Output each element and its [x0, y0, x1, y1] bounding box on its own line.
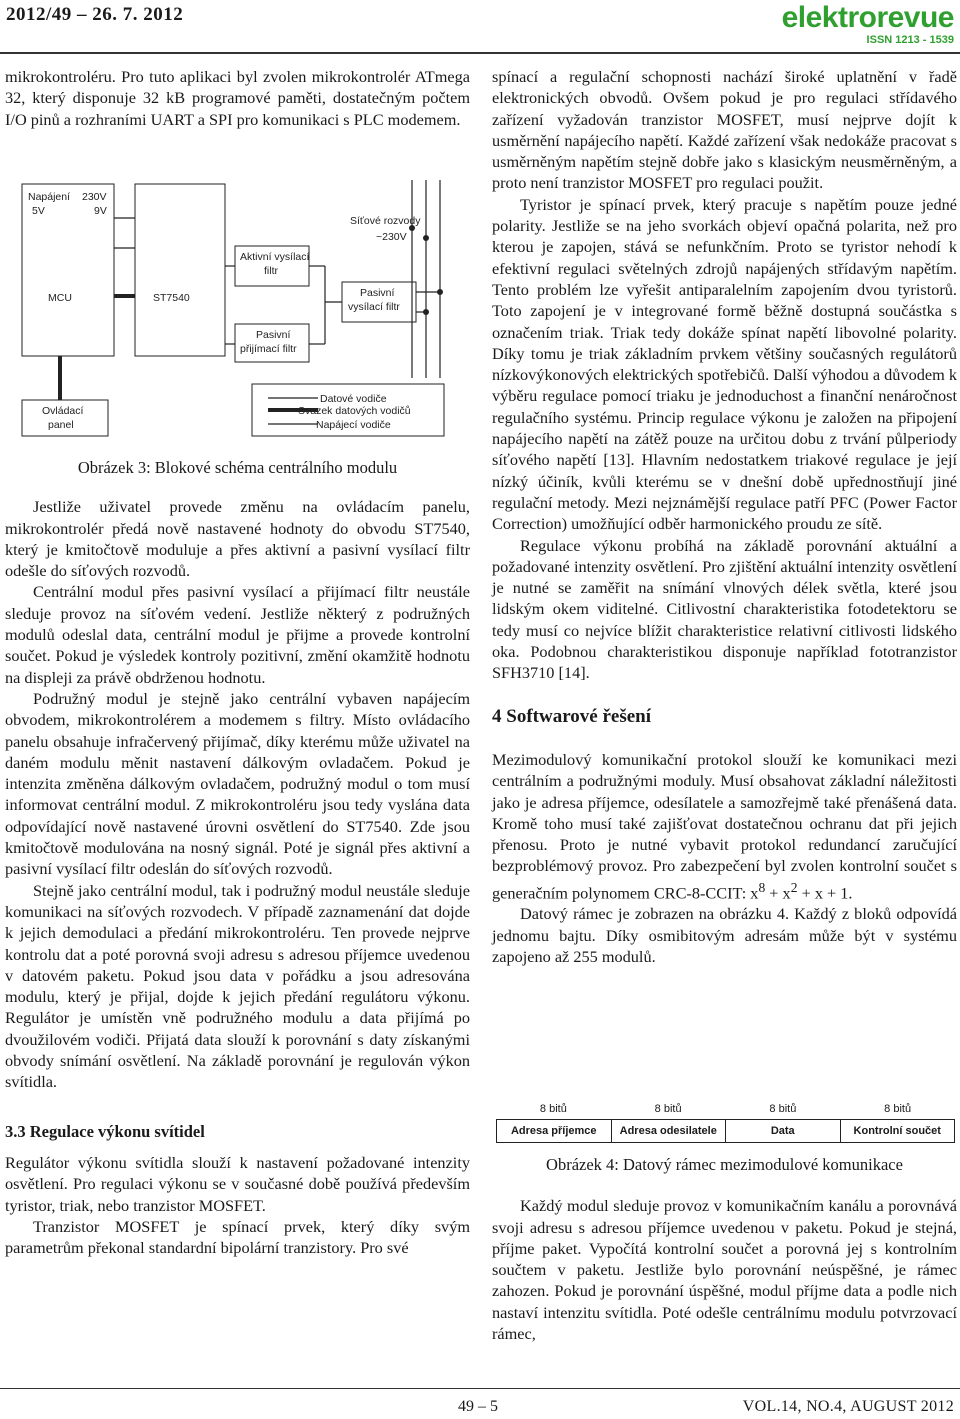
- passive-rx-filter-l2: přijímací filtr: [240, 343, 297, 355]
- passive-rx-filter-l1: Pasivní: [256, 329, 291, 341]
- intro-paragraph: mikrokontroléru. Pro tuto aplikaci byl zvolen mikrokontrolér ATmega 32, který disponuje 32 kB programové paměti, dostatečným počtem I/O pinů a rozhraními UART a SPI pro komunikaci s PLC modemem.: [5, 67, 470, 129]
- power-label-1: Napájení: [28, 191, 71, 203]
- page-number: 49 – 5: [458, 1398, 498, 1415]
- frame-cell-sender: Adresa odesilatele: [612, 1120, 727, 1142]
- footer-rule: [0, 1388, 960, 1389]
- power-label-2: 5V: [32, 205, 45, 217]
- paragraph: Podružný modul je stejně jako centrální vybaven napájecím obvodem, mikrokontrolérem a modemem s filtry. Místo ovládacího panelu obsahuje infračervený přijímač, díky kterému může uživatel na daném modulu měnit nastavení dálkovým ovladačem. Pokud je intenzita změněna dálkovým ovladačem, podružný modul o tom musí informovat centrální modul. Z mikrokontroléru jsou tedy vyslána data odpovídající nově nastavené úrovni osvětlení do ST7540. Zde jsou kmitočtově modulována na nosný signál. Poté je signál přes aktivní a pasivní vysílací filtr odeslán do síťových rozvodů.: [5, 688, 470, 879]
- exp-8: 8: [758, 879, 766, 895]
- header-rule: [0, 52, 960, 54]
- st7540-label: ST7540: [153, 292, 190, 304]
- right-body: [492, 66, 957, 967]
- power-230-label: 230V: [82, 191, 107, 203]
- active-tx-filter-l1: Aktivní vysílací: [240, 251, 310, 263]
- journal-logo: [782, 2, 954, 46]
- paragraph-crc: [492, 749, 957, 904]
- bits-label: 8 bitů: [769, 1103, 797, 1115]
- panel-l1: Ovládací: [42, 405, 84, 417]
- frame-cell-checksum: Kontrolní součet: [853, 1125, 941, 1137]
- paragraph: Tyristor je spínací prvek, který pracuje s napětím pouze jedné polarity. Jestliže se na jeho svorkách objeví opačná polarita, než pro kterou je zapojen, stává se nefunkčním. Proto se tyristor nehodí k efektivní regulaci světelných zdrojů napájených střídavým napětím. Tento problém lze vyřešit antiparalelním zapojením dvou tyristorů. Toto zapojení je v integrované formě běžně dostupná součástka s označením triak. Triak tedy dokáže spínat napětí libovolné polarity. Díky tomu je triak základním prvkem většiny současných regulátorů nízkovýkonových elektrických spotřebičů. Další výhodou a důvodem k výběru regulace pomocí triaku je jednoduchost a finanční nenáročnost regulačního systému. Princip regulace výkonu je založen na připojení napájecího napětí na zátěž pouze na určitou dobu z trvání půlperiody síťového napětí [13]. Hlavním nedostatkem triakové regulace je její nízký účiník, kvůli kterému se v dnešní době upřednostňují jiné regulační metody. Mezi nejznámější regulace patří PFC (Power Factor Correction) umožňující odběr harmonického proudu ze sítě.: [492, 194, 957, 534]
- crc-text: Mezimodulový komunikační protokol slouží ke komunikaci mezi centrálním a podružnými moduly. Musí obsahovat základní náležitosti jako je adresa příjemce, odesílatele a samozřejmě také přenášená data. Kromě toho musí také zajišťovat dostatečnou ochranu dat při jejich přenosu. Proto je nutné vybavit protokol redundancí zaručující bezproblémový provoz. Pro zabezpečení byl zvolen kontrolní součet s generačním polynomem CRC-8-CCIT: x: [492, 749, 957, 903]
- volume-info: VOL.14, NO.4, AUGUST 2012: [742, 1398, 954, 1415]
- exp-2: 2: [790, 879, 798, 895]
- paragraph: Stejně jako centrální modul, tak i podružný modul neustále sleduje komunikaci na síťových rozvodech. V případě zaznamenání dat dojde k jejich demodulaci a předání mikrokontroléru. Ten provede nejprve kontrolu dat a poté porovná svoji adresu s adresou příjemce uvedenou v datovém paketu. Pokud jsou data v pořádku a jsou adresována modulu, který je přijal, dojde k jejich předání regulátoru výkonu. Regulátor je umístěn vně podružného modulu a data přijímá po dvoužilovém vodiči. Přijatá data slouží k porovnání s daty získanými obvody snímání osvětlení. Na základě porovnání je regulován výkon svítidla.: [5, 880, 470, 1092]
- figure-4-data-frame: [496, 1103, 955, 1143]
- paragraph: spínací a regulační schopnosti nachází široké uplatnění v řadě elektronických obvodů. Ovšem pokud je pro regulaci střídavého zařízení vyžadován tranzistor MOSFET, musí nejprve dojít k usměrnění napájecího napětí. Každé zařízení však nedokáže pracovat s usměrněným napětím stejně dobře jako s klasickým neusměrněným, a proto není tranzistor MOSFET pro regulaci použit.: [492, 67, 957, 193]
- section-heading-3-3: 3.3 Regulace výkonu svítidel: [5, 1121, 205, 1141]
- crc-end: + x + 1.: [797, 883, 853, 903]
- figure-4-caption: Obrázek 4: Datový rámec mezimodulové komunikace: [546, 1155, 903, 1174]
- mains-l2: ~230V: [376, 231, 407, 243]
- active-tx-filter-l2: filtr: [264, 265, 278, 277]
- paragraph: Regulátor výkonu svítidla slouží k nastavení požadované intenzity osvětlení. Pro regulaci výkonu se v současné době používá především tyristor, triak, nebo tranzistor MOSFET.: [5, 1152, 470, 1215]
- power-9-label: 9V: [94, 205, 107, 217]
- legend-bus: Svazek datových vodičů: [298, 405, 411, 417]
- logo-text: elektrorevue: [781, 1, 954, 34]
- paragraph: Centrální modul přes pasivní vysílací a přijímací filtr neustále sleduje provoz na síťovém vedení. Jestliže některý z podružných modulů odeslal data, centrální modul je přijme a provede kontrolní součet. Pokud je výsledek kontroly pozitivní, změní okamžitě hodnotu na displeji za právě obdrženou hodnotu.: [5, 582, 470, 687]
- passive-tx-filter-l2: vysílací filtr: [348, 301, 400, 313]
- crc-tail: + x: [765, 883, 791, 903]
- figure-3-caption: Obrázek 3: Blokové schéma centrálního modulu: [77, 458, 398, 477]
- issue-date: 2012/49 – 26. 7. 2012: [6, 4, 184, 25]
- right-body-bottom: [492, 1154, 957, 1344]
- issn: ISSN 1213 - 1539: [866, 34, 954, 46]
- left-body: [5, 457, 470, 1258]
- bits-label: 8 bitů: [654, 1103, 682, 1115]
- frame-cell-recipient: Adresa příjemce: [497, 1120, 612, 1142]
- paragraph: Jestliže uživatel provede změnu na ovládacím panelu, mikrokontrolér předá nově nastavené hodnoty do obvodu ST7540, který je kmitočtově moduluje a přes aktivní a pasivní vysílací filtr odešle do síťových rozvodů.: [5, 497, 470, 581]
- bits-label: 8 bitů: [539, 1103, 567, 1115]
- passive-tx-filter-l1: Pasivní: [360, 287, 395, 299]
- left-intro: [5, 66, 470, 130]
- figure-3-block-diagram: [20, 178, 450, 445]
- legend-data-wires: Datové vodiče: [320, 393, 387, 405]
- mcu-label: MCU: [48, 292, 72, 304]
- legend-power-wires: Napájecí vodiče: [316, 419, 391, 431]
- panel-l2: panel: [48, 419, 74, 431]
- paragraph: Každý modul sleduje provoz v komunikačním kanálu a porovnává svoji adresu s adresou příjemce uvedenou v paketu. Pokud je stejná, příjme paket. Vypočítá kontrolní součet a porovná jej s kontrolním součtem v paketu. Jestliže bylo porovnání neúspěšné, je rámec zahozen. Pokud je porovnání úspěšné, modul příjme data a podle nich nastaví intenzitu svítidla. Poté odešle centrálnímu modulu potvrzovací rámec,: [492, 1196, 957, 1344]
- paragraph: Datový rámec je zobrazen na obrázku 4. Každý z bloků odpovídá jednomu bajtu. Díky osmibitovým adresám může být v systému zapojeno až 255 modulů.: [492, 904, 957, 966]
- paragraph: Regulace výkonu probíhá na základě porovnání aktuální a požadované intenzity osvětlení. Pro zjištění aktuální intenzity osvětlení je nutné se zaměřit na snímání vlnových délek světla, které jsou lidským okem viditelné. Citlivostní charakteristika fotodetektoru se tedy musí co nejvíce blížit charakteristice relativní citlivosti lidského oka. Podobnou charakteristikou disponuje například fototranzistor SFH3710 [14].: [492, 535, 957, 683]
- paragraph: Tranzistor MOSFET je spínací prvek, který díky svým parametrům překonal standardní bipolární tranzistory. Pro své: [5, 1216, 470, 1258]
- section-heading-4: 4 Softwarové řešení: [492, 705, 652, 727]
- bits-label: 8 bitů: [884, 1103, 912, 1115]
- frame-cell-data: Data: [726, 1120, 841, 1142]
- mains-l1: Síťové rozvody: [350, 215, 421, 227]
